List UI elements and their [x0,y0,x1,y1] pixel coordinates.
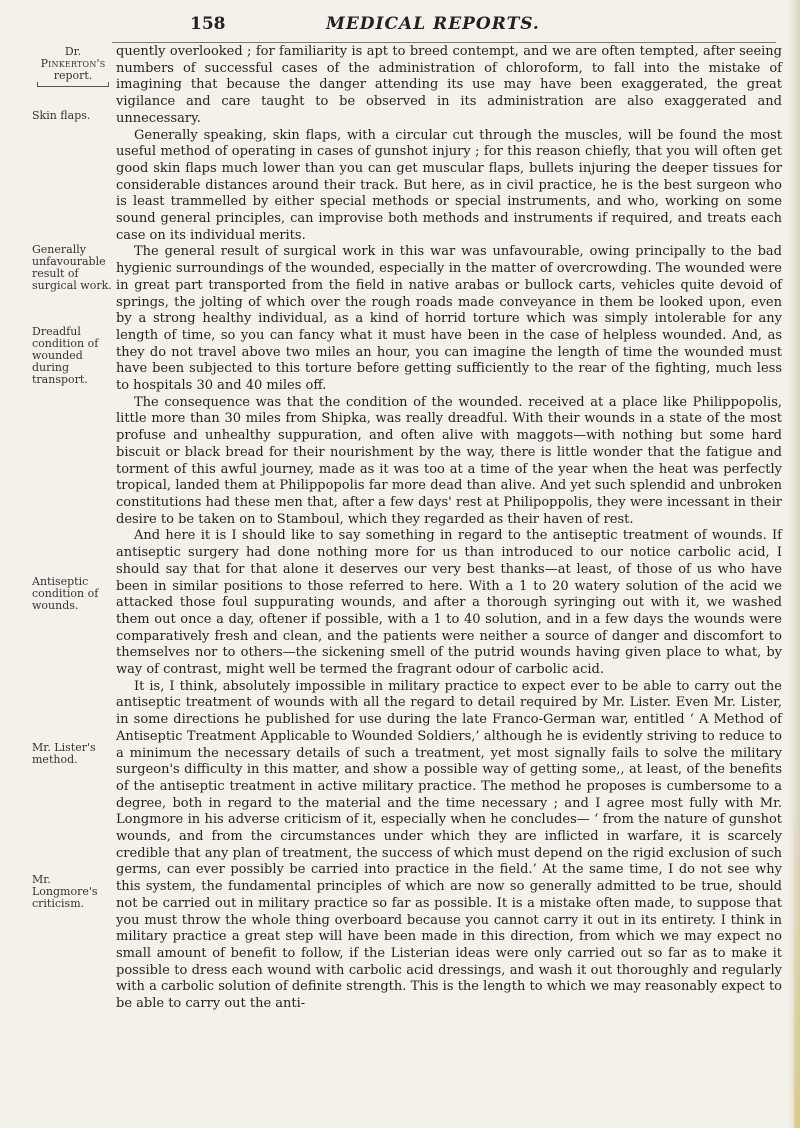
running-title: MEDICAL REPORTS. [326,14,540,34]
page-edge-stain [794,800,800,1128]
margin-note-unfavourable-result: Generally unfavourable result of surgical work. [32,243,112,292]
paragraph: quently overlooked ; for familiarity is apt to breed contempt, and we are often tempted, after seeing numbers of successful cases of the administration of chloroform, to fall into the mistake of imagining that because the danger attending its use may have been exaggerated, the great vigilance and care taught to be observed in its administration are also exaggerated and unnecessary. [116,44,782,126]
margin-note-antiseptic: Antiseptic condition of wounds. [32,575,99,612]
paragraph: Generally speaking, skin flaps, with a circular cut through the muscles, will be found the most useful method of operating in cases of gunshot injury ; for this reason chiefly, that you will often get good skin flaps much lower than you can get muscular flaps, bullets injuring the deeper tissues for considerable distances around their track. But here, as in civil practice, he is the best surgeon who is least trammelled by either special methods or special instruments, and who, working on some sound general principles, can improvise both methods and instruments if required, and treats each case on its individual merits. [116,127,782,243]
paragraph: The consequence was that the condition of the wounded. received at a place like Philippopolis, little more than 30 miles from Shipka, was really dreadful. With their wounds in a state of the most profuse and unhealthy suppuration, and often alive with maggots—with nothing but some hard biscuit or black bread for their nourishment by the way, there is little wonder that the fatigue and torment of this awful journey, made as it was too at a time of the year when the heat was perfectly tropical, landed them at Philippopolis far more dead than alive. And yet such splendid and unbroken constitutions had these men that, after a few days' rest at Philipoppolis, they were incessant in their desire to be taken on to Stamboul, which they regarded as their haven of rest. [116,394,782,527]
margin-note-lister-method: Mr. Lister's method. [32,741,96,766]
margin-note-longmore-criticism: Mr. Longmore's criticism. [32,873,98,910]
margin-note-line: Pinkerton's [40,57,106,70]
margin-note-transport: Dreadful condition of wounded during transport. [32,325,99,386]
paragraph: The general result of surgical work in this war was unfavourable, owing principally to the bad hygienic surroundings of the wounded, especially in the matter of overcrowding. The wounded were in great part transported from the field in native arabas or bullock carts, vehicles quite devoid of springs, the jolting of which over the rough roads made conveyance in them be looked upon, even by a strong healthy individual, as a kind of horrid torture which was simply intolerable for any length of time, so you can fancy what it must have been in the case of helpless wounded. And, as they do not travel above two miles an hour, you can imagine the length of time the wounded must have been subjected to this torture before getting sufficiently to the rear of the fighting, much less to hospitals 30 and 40 miles off. [116,244,782,394]
paragraph: And here it is I should like to say something in regard to the antiseptic treatment of wounds. If antiseptic surgery had done nothing more for us than introduced to our notice carbolic acid, I should say that for that alone it deserves our very best thanks—at least, of those of us who have been in similar positions to those referred to here. With a 1 to 20 watery solution of the acid we attacked those foul suppurating wounds, and after a thorough syringing out with it, we washed them out once a day, oftener if possible, with a 1 to 40 solution, and in a few days the wounds were comparatively fresh and clean, and the patients were neither a source of danger and discomfort to themselves nor to others—the sickening smell of the putrid wounds having given place to what, by way of contrast, might well be termed the fragrant odour of carbolic acid. [116,528,782,678]
page-number: 158 [190,14,226,34]
paragraph: It is, I think, absolutely impossible in military practice to expect ever to be able to carry out the antiseptic treatment of wounds with all the regard to detail required by Mr. Lister. Even Mr. Lister, in some directions he published for use during the late Franco-German war, entitled ‘ A Method of Antiseptic Treatment Applicable to Wounded Soldiers,’ although he is evidently striving to reduce to a minimum the necessary details of such a treatment, yet most signally fails to solve the military surgeon's difficulty in this matter, and show a possible way of getting some,, at least, of the benefits of the antiseptic treatment in active military practice. The method he proposes is cumbersome to a degree, both in regard to the material and the time necessary ; and I agree most fully with Mr. Longmore in his adverse criticism of it, especially when he concludes— ‘ from the nature of gunshot wounds, and from the circumstances under which they are inflicted in warfare, it is scarcely credible that any plan of treatment, the success of which must depend on the rigid exclusion of such germs, can ever possibly be carried into practice in the field.’ At the same time, I do not see why this system, the fundamental principles of which are now so generally admitted to be true, should not be carried out in military practice so far as possible. It is a mistake often made, to suppose that you must throw the whole thing overboard because you cannot carry it out in its entirety. I think in military practice a great step will have been made in this direction, from which we may expect no small amount of benefit to follow, if the Listerian ideas were only carried out so far as to make it possible to dress each wound with carbolic acid dressings, and wash it out thoroughly and regularly with a carbolic solution of definite strength. This is the length to which we may reasonably expect to be able to carry out the anti- [116,678,782,1012]
margin-note-skin-flaps: Skin flaps. [32,109,91,122]
body-text [116,44,782,1013]
page-header [0,14,800,38]
margin-note-report [32,46,114,87]
header-rule [112,42,776,43]
margin-note-line: Dr. [64,45,82,58]
brace-mark [37,82,109,87]
margin-note-line: report. [53,69,93,82]
